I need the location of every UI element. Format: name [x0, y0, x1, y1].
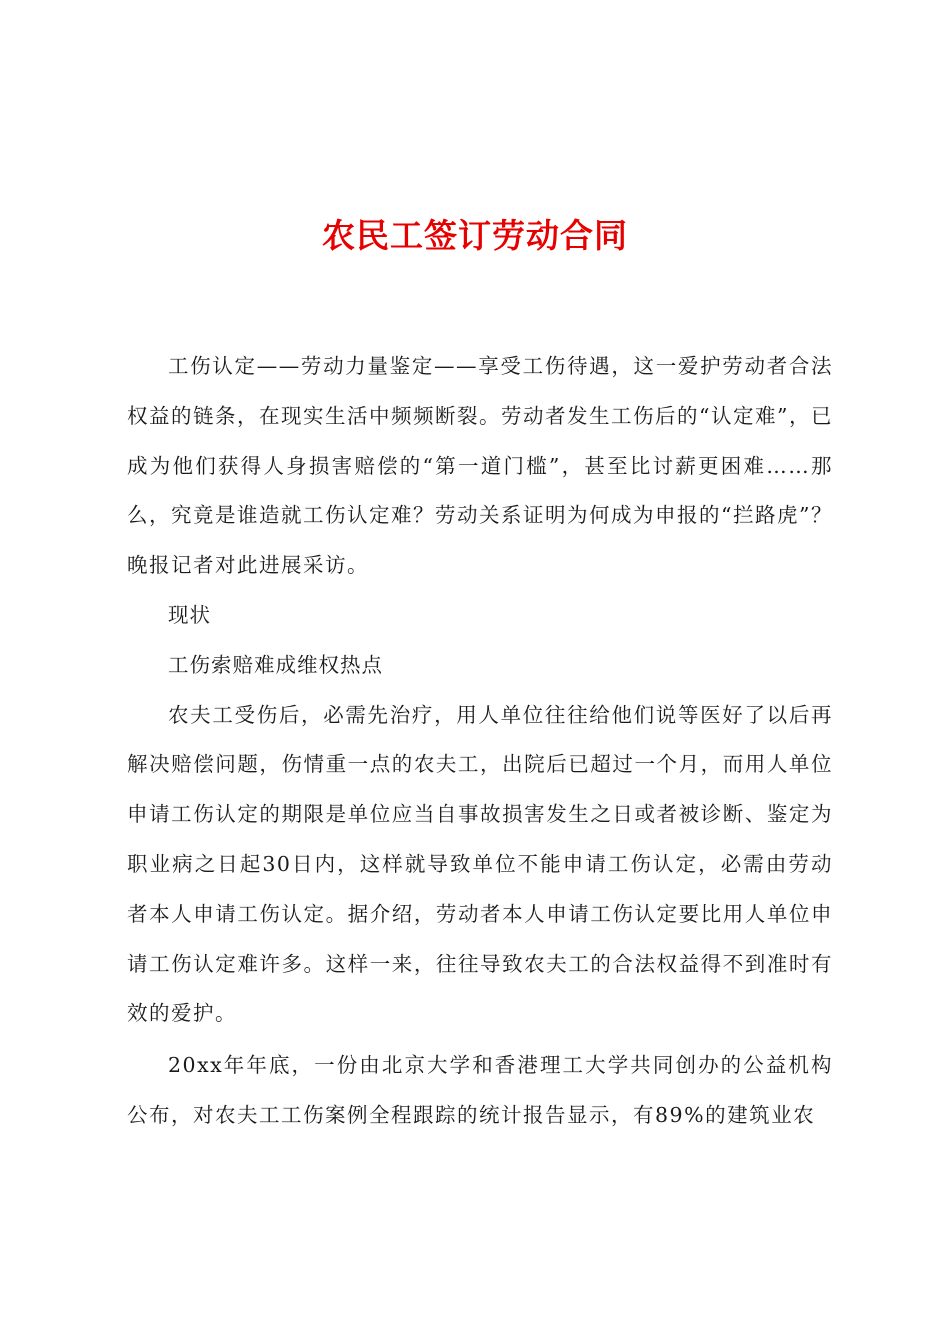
paragraph-intro: 工伤认定——劳动力量鉴定——享受工伤待遇，这一爱护劳动者合法权益的链条，在现实生活中频频断裂。劳动者发生工伤后的“认定难”，已成为他们获得人身损害赔偿的“第一道门槛”，甚至比讨薪更困难……那么，究竟是谁造就工伤认定难？劳动关系证明为何成为申报的“拦路虎”？晚报记者对此进展采访。	[127, 354, 833, 578]
document-title: 农民工签订劳动合同	[322, 216, 628, 255]
document-body	[127, 342, 833, 1141]
section-heading-status: 现状	[168, 602, 211, 627]
paragraph-report: 20xx年年底，一份由北京大学和香港理工大学共同创办的公益机构公布，对农夫工工伤案例全程跟踪的统计报告显示，有89%的建筑业农	[127, 1053, 833, 1127]
section-subheading: 工伤索赔难成维权热点	[168, 652, 383, 677]
paragraph-injury: 农夫工受伤后，必需先治疗，用人单位往往给他们说等医好了以后再解决赔偿问题，伤情重一点的农夫工，出院后已超过一个月，而用人单位申请工伤认定的期限是单位应当自事故损害发生之日或者被诊断、鉴定为职业病之日起30日内，这样就导致单位不能申请工伤认定，必需由劳动者本人申请工伤认定。据介绍，劳动者本人申请工伤认定要比用人单位申请工伤认定难许多。这样一来，往往导致农夫工的合法权益得不到准时有效的爱护。	[127, 702, 833, 1026]
